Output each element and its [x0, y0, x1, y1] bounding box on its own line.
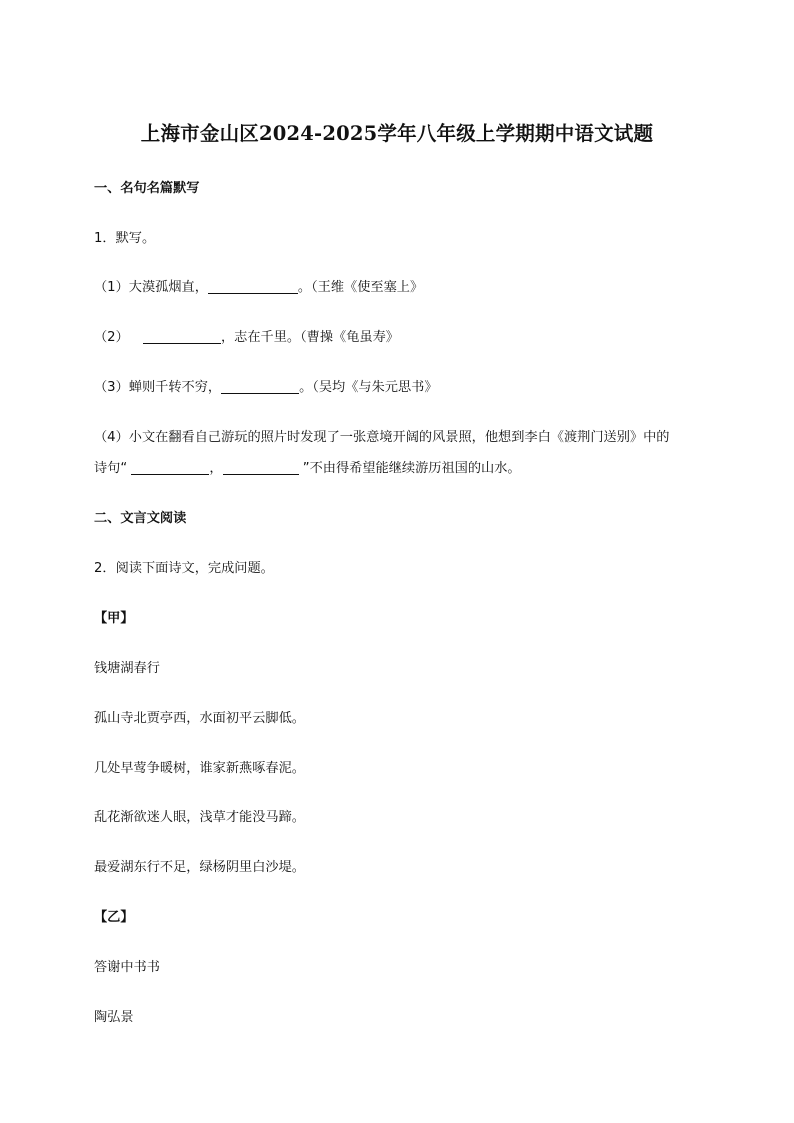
section-heading-2: 二、文言文阅读	[94, 511, 187, 526]
question-1-item-4-line-2	[94, 459, 521, 479]
item-3-prefix: （3）蝉则千转不穷，	[94, 380, 222, 395]
fill-blank-5[interactable]	[223, 460, 299, 475]
poem-line-1: 孤山寺北贾亭西，水面初平云脚低。	[94, 711, 305, 726]
question-1-item-1	[94, 278, 423, 298]
item-4-suffix: ”不由得希望能继续游历祖国的山水。	[298, 461, 521, 476]
item-2-prefix: （2）	[94, 330, 133, 345]
fill-blank-4[interactable]	[131, 460, 209, 475]
question-1-item-4-line-1: （4）小文在翻看自己游玩的照片时发现了一张意境开阔的风景照，他想到李白《渡荆门送别》中的	[94, 430, 670, 445]
poem-line-2: 几处早莺争暖树，谁家新燕啄春泥。	[94, 761, 305, 776]
item-1-prefix: （1）大漠孤烟直，	[94, 280, 208, 295]
prose-author: 陶弘景	[94, 1010, 134, 1025]
fill-blank-3[interactable]	[221, 379, 299, 394]
poem-line-3: 乱花渐欲迷人眼，浅草才能没马蹄。	[94, 810, 305, 825]
question-1-item-3	[94, 378, 438, 398]
fill-blank-2[interactable]	[143, 329, 221, 344]
text-label-jia: 【甲】	[94, 611, 134, 626]
question-2-stem: 2．阅读下面诗文，完成问题。	[94, 561, 274, 576]
document-title: 上海市金山区2024-2025学年八年级上学期期中语文试题	[140, 122, 654, 145]
item-1-suffix: 。（王维《使至塞上》	[297, 280, 424, 295]
question-1-item-2	[94, 328, 399, 348]
item-3-suffix: 。（吴均《与朱元思书》	[299, 380, 438, 395]
fill-blank-1[interactable]	[208, 279, 298, 294]
question-1-stem: 1．默写。	[94, 231, 156, 246]
item-4-prefix: 诗句“	[94, 461, 132, 476]
prose-title: 答谢中书书	[94, 960, 160, 975]
poem-title: 钱塘湖春行	[94, 661, 160, 676]
section-heading-1: 一、名句名篇默写	[94, 181, 200, 196]
text-label-yi: 【乙】	[94, 910, 134, 925]
item-4-mid: ，	[209, 461, 223, 476]
item-2-suffix: ，志在千里。（曹操《龟虽寿》	[220, 330, 399, 345]
poem-line-4: 最爱湖东行不足，绿杨阴里白沙堤。	[94, 860, 305, 875]
